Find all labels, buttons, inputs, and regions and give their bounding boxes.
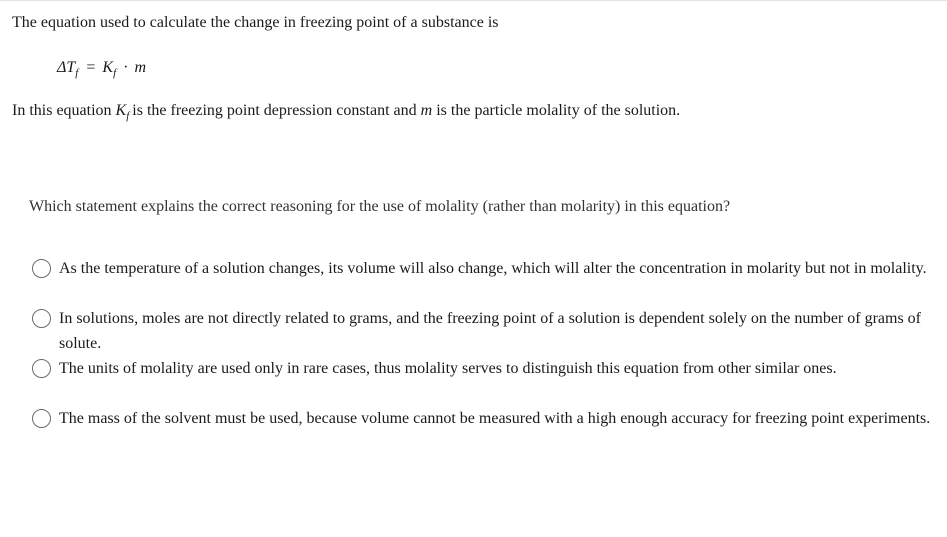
answer-option-label[interactable]: As the temperature of a solution changes, its volume will also change, which will alter the concentration in molarity but not in molality. bbox=[59, 260, 927, 277]
explanation-text bbox=[12, 101, 680, 122]
explanation-part-1: In this equation bbox=[12, 102, 116, 119]
radio-button[interactable] bbox=[32, 359, 51, 378]
answer-option[interactable] bbox=[30, 406, 935, 456]
answer-option-label[interactable]: The mass of the solvent must be used, because volume cannot be measured with a high enough accuracy for freezing point experiments. bbox=[59, 410, 931, 427]
equation-m: m bbox=[134, 59, 147, 76]
radio-button[interactable] bbox=[32, 259, 51, 278]
explanation-part-3: is the particle molality of the solution. bbox=[432, 102, 681, 119]
equation-delta-t: ΔT bbox=[57, 59, 76, 76]
question-prompt: Which statement explains the correct reasoning for the use of molality (rather than molarity) in this equation? bbox=[29, 198, 731, 215]
freezing-point-equation bbox=[57, 58, 146, 79]
equation-kf-subscript: f bbox=[113, 67, 117, 79]
equation-delta-t-subscript: f bbox=[75, 67, 79, 79]
explanation-kf: K bbox=[115, 102, 127, 119]
answer-option-label[interactable]: The units of molality are used only in rare cases, thus molality serves to distinguish this equation from other similar ones. bbox=[59, 360, 837, 377]
equation-multiply-dot: · bbox=[123, 59, 129, 76]
answer-options bbox=[30, 256, 935, 456]
answer-option[interactable] bbox=[30, 256, 935, 306]
top-divider bbox=[0, 0, 947, 1]
equation-kf: K bbox=[102, 59, 114, 76]
answer-option-label[interactable]: In solutions, moles are not directly related to grams, and the freezing point of a solution is dependent solely on the number of grams of solute. bbox=[59, 310, 922, 352]
explanation-kf-subscript: f bbox=[126, 110, 130, 122]
explanation-part-2: is the freezing point depression constant and bbox=[132, 102, 421, 119]
radio-button[interactable] bbox=[32, 309, 51, 328]
explanation-m: m bbox=[420, 102, 433, 119]
answer-option[interactable] bbox=[30, 356, 935, 406]
intro-text: The equation used to calculate the change in freezing point of a substance is bbox=[12, 14, 499, 31]
equation-equals: = bbox=[86, 59, 96, 76]
answer-option[interactable] bbox=[30, 306, 935, 356]
radio-button[interactable] bbox=[32, 409, 51, 428]
